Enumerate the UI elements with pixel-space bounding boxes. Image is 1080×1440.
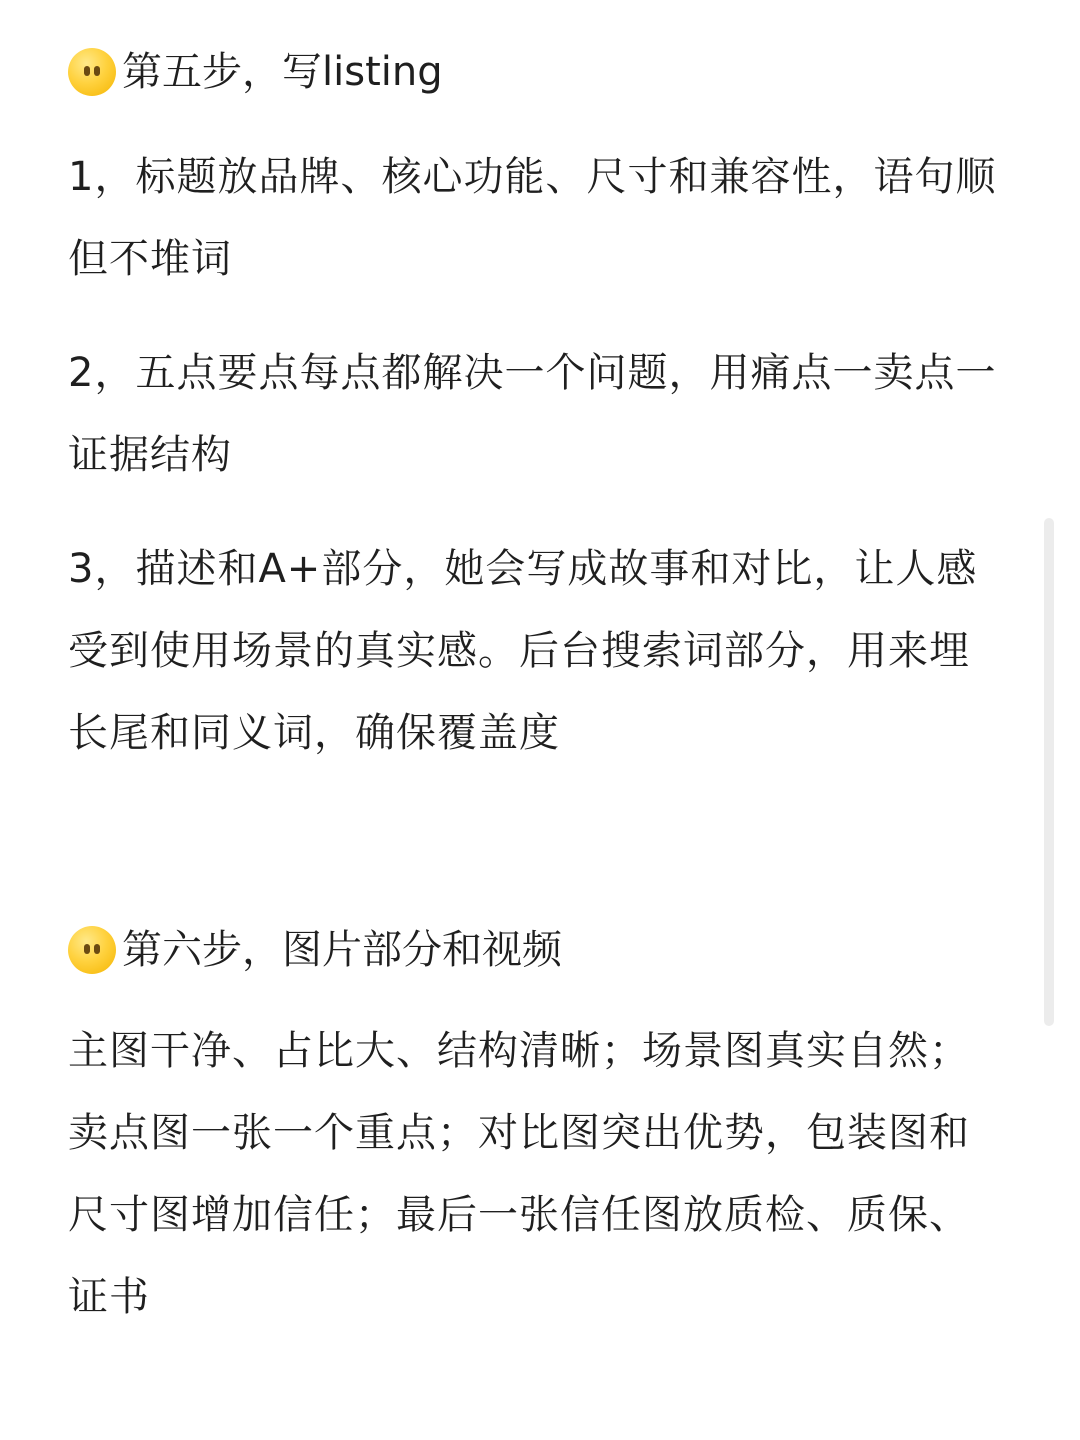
section-gap <box>68 774 1008 920</box>
section-5-title: 第五步，写listing <box>122 49 443 95</box>
section-5-item-1 <box>68 136 1008 300</box>
section-5-item-1-text: 1，标题放品牌、核心功能、尺寸和兼容性，语句顺但不堆词 <box>68 154 997 282</box>
section-5-item-2-text: 2，五点要点每点都解决一个问题，用痛点一卖点一证据结构 <box>68 350 997 478</box>
section-6-heading <box>68 920 1008 980</box>
section-6-body-text: 主图干净、占比大、结构清晰；场景图真实自然；卖点图一张一个重点；对比图突出优势，包装图和尺寸图增加信任；最后一张信任图放质检、质保、证书 <box>68 1028 970 1320</box>
section-5-item-3-text: 3，描述和A+部分，她会写成故事和对比，让人感受到使用场景的真实感。后台搜索词部分，用来埋长尾和同义词，确保覆盖度 <box>68 546 978 756</box>
section-5-item-2 <box>68 332 1008 496</box>
section-5-heading <box>68 42 1008 102</box>
section-6-body <box>68 1010 1008 1338</box>
section-5-item-3 <box>68 528 1008 774</box>
neutral-face-emoji-icon <box>68 926 116 974</box>
vertical-scrollbar[interactable] <box>1044 518 1054 1026</box>
neutral-face-emoji-icon <box>68 48 116 96</box>
note-content <box>68 0 1008 1338</box>
section-6-title: 第六步，图片部分和视频 <box>122 927 562 973</box>
